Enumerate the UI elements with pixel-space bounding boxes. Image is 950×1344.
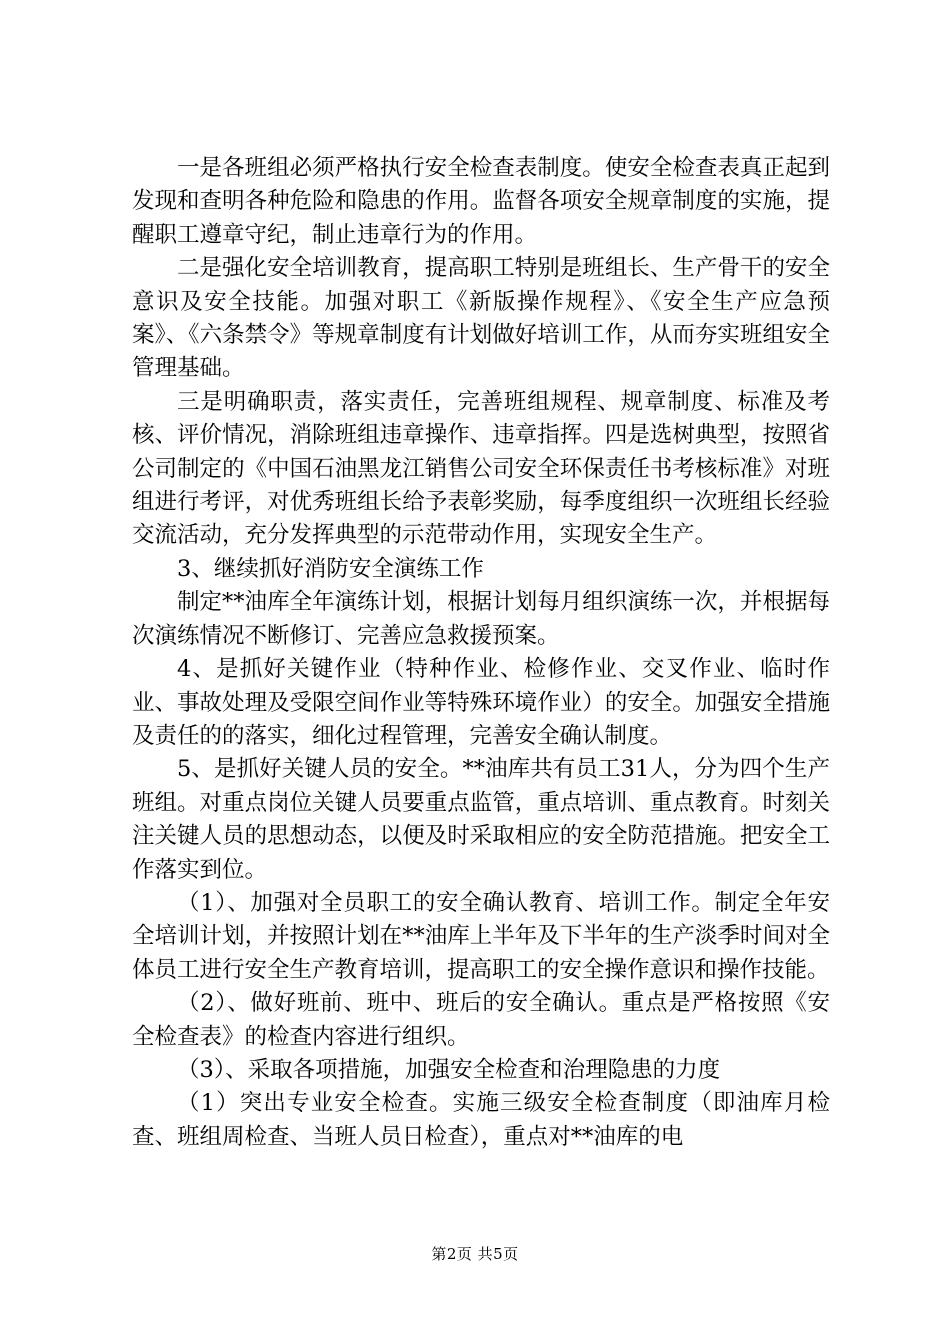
page-footer xyxy=(0,1243,950,1265)
page-number-label: 第2页 共5页 xyxy=(431,1245,519,1263)
paragraph-2: 二是强化安全培训教育，提高职工特别是班组长、生产骨干的安全意识及安全技能。加强对职工《新版操作规程》、《安全生产应急预案》、《六条禁令》等规章制度有计划做好培训工作，从而夯实班组安全管理基础。 xyxy=(132,255,830,382)
paragraph-6: 4、是抓好关键作业（特种作业、检修作业、交叉作业、临时作业、事故处理及受限空间作业等特殊环境作业）的安全。加强安全措施及责任的的落实，细化过程管理，完善安全确认制度。 xyxy=(132,656,830,749)
paragraph-1: 一是各班组必须严格执行安全检查表制度。使安全检查表真正起到发现和查明各种危险和隐患的作用。监督各项安全规章制度的实施，提醒职工遵章守纪，制止违章行为的作用。 xyxy=(132,155,830,248)
section-heading-3: 3、继续抓好消防安全演练工作 xyxy=(177,555,484,582)
paragraph-9: （2）、做好班前、班中、班后的安全确认。重点是严格按照《安全检查表》的检查内容进行组织。 xyxy=(132,990,830,1050)
paragraph-10: （3）、采取各项措施，加强安全检查和治理隐患的力度 xyxy=(177,1056,721,1083)
paragraph-3: 三是明确职责，落实责任，完善班组规程、规章制度、标准及考核、评价情况，消除班组违章操作、违章指挥。四是选树典型，按照省公司制定的《中国石油黑龙江销售公司安全环保责任书考核标准》对班组进行考评，对优秀班组长给予表彰奖励，每季度组织一次班组长经验交流活动，充分发挥典型的示范带动作用，实现安全生产。 xyxy=(132,388,830,549)
paragraph-5: 制定**油库全年演练计划，根据计划每月组织演练一次，并根据每次演练情况不断修订、完善应急救援预案。 xyxy=(132,589,830,649)
paragraph-7: 5、是抓好关键人员的安全。**油库共有员工31人，分为四个生产班组。对重点岗位关键人员要重点监管，重点培训、重点教育。时刻关注关键人员的思想动态，以便及时采取相应的安全防范措施。把安全工作落实到位。 xyxy=(132,756,830,883)
document-body xyxy=(132,152,830,1154)
paragraph-8: （1）、加强对全员职工的安全确认教育、培训工作。制定全年安全培训计划，并按照计划在**油库上半年及下半年的生产淡季时间对全体员工进行安全生产教育培训，提高职工的安全操作意识和操作技能。 xyxy=(132,889,830,983)
paragraph-11: （1）突出专业安全检查。实施三级安全检查制度（即油库月检查、班组周检查、当班人员日检查），重点对**油库的电 xyxy=(132,1090,830,1150)
